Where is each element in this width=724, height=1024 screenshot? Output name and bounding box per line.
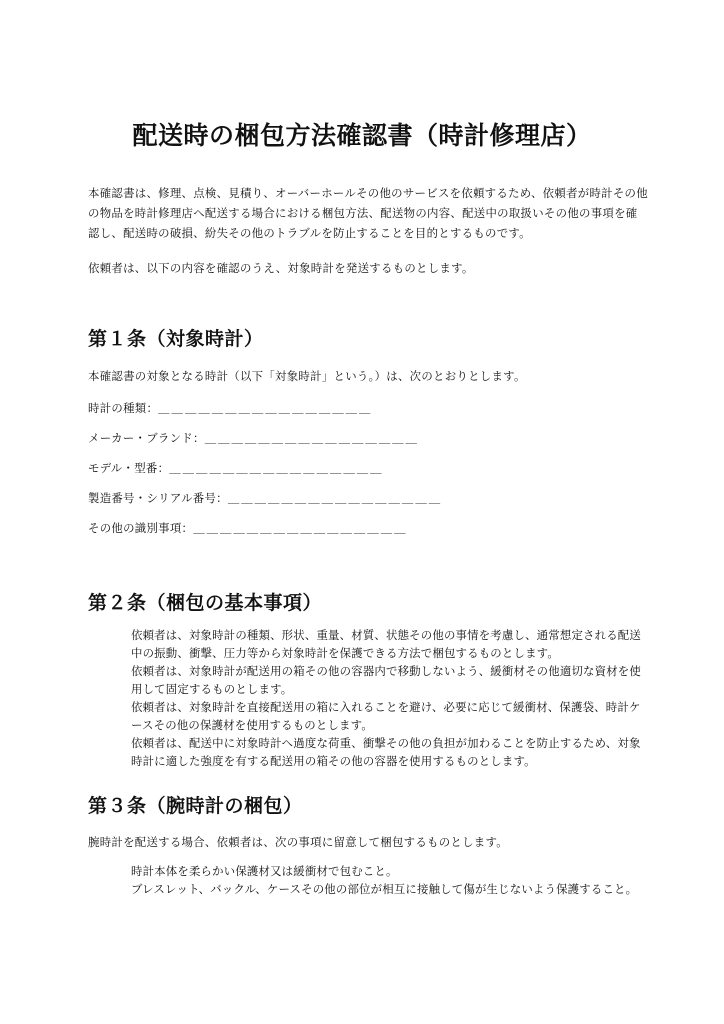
intro-paragraph: 本確認書は、修理、点検、見積り、オーバーホールその他のサービスを依頼するため、依頼者が時計その他の物品を時計修理店へ配送する場合における梱包方法、配送物の内容、配送中の取扱いその他の事項を確認し、配送時の破損、紛失その他のトラブルを防止することを目的とするものです。 [88,186,648,240]
field-label: モデル・型番： [88,461,170,475]
article-2-paragraph: 依頼者は、対象時計を直接配送用の箱に入れることを避け、必要に応じて緩衝材、保護袋、時計ケースその他の保護材を使用するものとします。 [131,700,641,732]
field-label: 時計の種類： [88,401,159,415]
article-1-heading: 第１条（対象時計） [88,328,264,350]
field-other-identifiers [88,518,407,538]
article-1-lead: 本確認書の対象となる時計（以下「対象時計」という。）は、次のとおりとします。 [88,369,526,383]
fill-in-blank[interactable]: ＿＿＿＿＿＿＿＿＿＿＿＿＿＿＿＿ [204,431,419,445]
article-2-paragraph: 依頼者は、配送中に対象時計へ過度な荷重、衝撃その他の負担が加わることを防止するため、対象時計に適した強度を有する配送用の箱その他の容器を使用するものとします。 [131,736,641,768]
article-2-body [131,626,641,770]
field-label: 製造番号・シリアル番号： [88,491,228,505]
field-label: メーカー・ブランド： [88,431,205,445]
intro-sending-note: 依頼者は、以下の内容を確認のうえ、対象時計を発送するものとします。 [88,261,474,275]
field-model-number [88,458,384,478]
field-watch-type [88,398,372,418]
article-3-paragraph: 時計本体を柔らかい保護材又は緩衝材で包むこと。 [131,864,398,878]
fill-in-blank[interactable]: ＿＿＿＿＿＿＿＿＿＿＿＿＿＿＿＿ [169,461,384,475]
article-2-paragraph: 依頼者は、対象時計が配送用の箱その他の容器内で移動しないよう、緩衝材その他適切な資材を使用して固定するものとします。 [131,664,641,696]
article-3-heading: 第３条（腕時計の梱包） [88,795,303,817]
article-3-paragraph: ブレスレット、バックル、ケースその他の部位が相互に接触して傷が生じないよう保護すること。 [131,882,638,896]
document-title: 配送時の梱包方法確認書（時計修理店） [132,121,592,150]
article-3-body [131,862,641,898]
field-maker-brand [88,428,419,448]
article-3-lead: 腕時計を配送する場合、依頼者は、次の事項に留意して梱包するものとします。 [88,835,508,849]
fill-in-blank[interactable]: ＿＿＿＿＿＿＿＿＿＿＿＿＿＿＿＿ [193,521,408,535]
article-2-heading: 第２条（梱包の基本事項） [88,592,323,614]
fill-in-blank[interactable]: ＿＿＿＿＿＿＿＿＿＿＿＿＿＿＿＿ [227,491,443,505]
article-2-paragraph: 依頼者は、対象時計の種類、形状、重量、材質、状態その他の事情を考慮し、通常想定される配送中の振動、衝撃、圧力等から対象時計を保護できる方法で梱包するものとします。 [131,628,641,660]
field-label: その他の識別事項： [88,521,194,535]
fill-in-blank[interactable]: ＿＿＿＿＿＿＿＿＿＿＿＿＿＿＿＿ [158,401,373,415]
field-serial-number [88,488,442,508]
